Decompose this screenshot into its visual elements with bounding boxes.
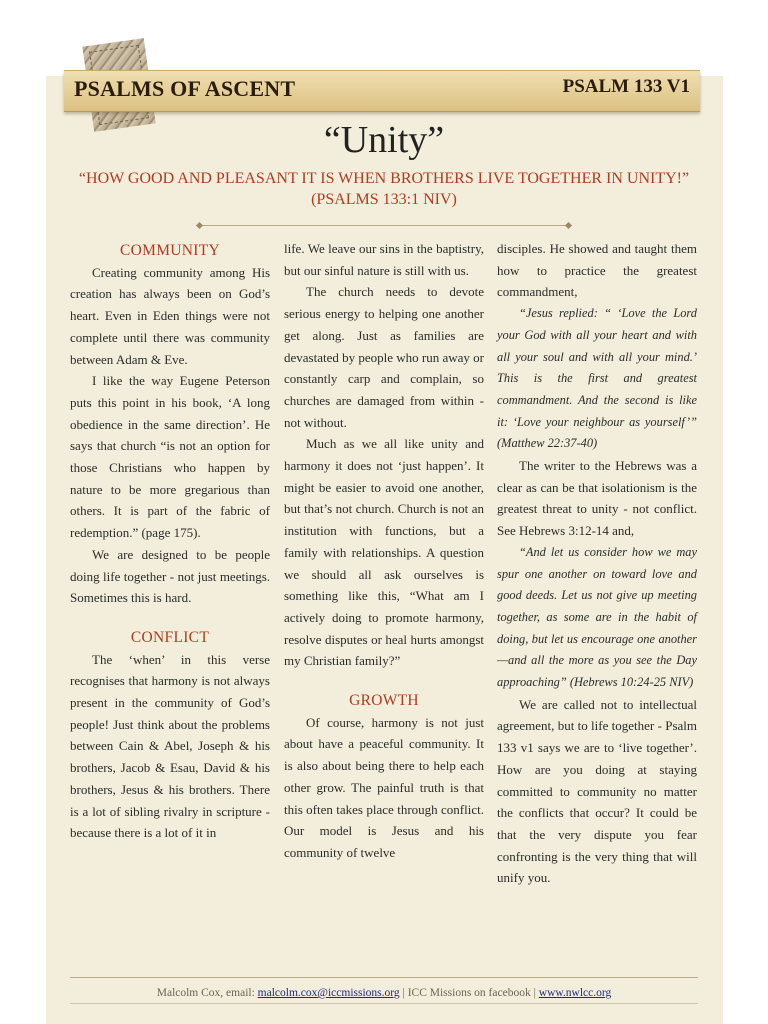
community-paragraph-3: We are designed to be people doing life together - not just meetings. Sometimes this is hard. xyxy=(70,546,270,606)
growth-paragraph-1: Of course, harmony is not just about have a peaceful community. It is also about being there to help each other grow. The painful truth is that this often takes place through conflict. Our model is Jesus and his community of twelve xyxy=(284,714,484,860)
heading-growth: GROWTH xyxy=(349,692,419,710)
community-paragraph-1: Creating community among His creation has always been on God’s heart. Even in Eden things were not complete until there was community between Adam & Eve. xyxy=(70,264,270,367)
website-link[interactable]: www.nwlcc.org xyxy=(538,987,612,999)
matthew-quote: “Jesus replied: “ ‘Love the Lord your God with all your heart and with all your soul and with all your mind.’ This is the first and greatest commandment. And the second is like it: ‘Love your neighbour as yourself’” (Matthew 22:37-40) xyxy=(497,306,697,451)
header-banner xyxy=(64,70,700,112)
facebook-text: ICC Missions on facebook xyxy=(407,987,531,999)
footer-divider-bottom xyxy=(70,1003,698,1004)
column2-paragraph-1: life. We leave our sins in the baptistry, but our sinful nature is still with us. xyxy=(284,241,484,278)
title-divider xyxy=(200,225,568,226)
footer-prefix: Malcolm Cox, email: xyxy=(156,987,255,999)
footer xyxy=(0,987,768,999)
footer-separator: | xyxy=(533,987,536,999)
column-2 xyxy=(284,238,484,864)
subtitle xyxy=(56,168,712,210)
community-paragraph-2: I like the way Eugene Peterson puts this point in his book, ‘A long obedience in the same direction’. He says that church “is not an option for those Christians who happen by nature to be more gregarious than others. It is part of the fabric of redemption.” (page 175). xyxy=(70,373,270,541)
page-title: “Unity” xyxy=(323,119,445,161)
column3-paragraph-3: We are called not to intellectual agreement, but to life together - Psalm 133 v1 says we are to ‘live together’. How are you doing at staying committed to community no matter the conflicts that occur? It could be that the very dispute you fear confronting is the very thing that will unify you. xyxy=(497,696,697,886)
column-1 xyxy=(70,238,270,844)
hebrews-quote: “And let us consider how we may spur one another on toward love and good deeds. Let us not give up meeting together, as some are in the habit of doing, but let us encourage one another—and all the more as you see the Day approaching” (Hebrews 10:24-25 NIV) xyxy=(497,544,697,690)
column2-paragraph-3: Much as we all like unity and harmony it does not ‘just happen’. It might be easier to avoid one another, but that’s not church. Church is not an institution with functions, but a family with relationships. A question we should all ask ourselves is something like this, “What am I actively doing to promote harmony, resolve disputes or heal hurts amongst my Christian family?” xyxy=(284,436,484,669)
subtitle-quote: “HOW GOOD AND PLEASANT IT IS WHEN BROTHERS LIVE TOGETHER IN UNITY!” xyxy=(78,170,690,187)
footer-divider-top xyxy=(70,977,698,978)
column3-paragraph-1: disciples. He showed and taught them how to practice the greatest commandment, xyxy=(497,241,697,300)
column3-paragraph-2: The writer to the Hebrews was a clear as can be that isolationism is the greatest threat to unity - not conflict. See Hebrews 3:12-14 and, xyxy=(497,458,697,539)
heading-conflict: CONFLICT xyxy=(130,628,210,646)
email-link[interactable]: malcolm.cox@iccmissions.org xyxy=(257,987,400,999)
series-title: PSALMS OF ASCENT xyxy=(74,76,296,101)
heading-community: COMMUNITY xyxy=(119,242,220,259)
psalm-reference: PSALM 133 V1 xyxy=(562,76,690,97)
subtitle-reference: (PSALMS 133:1 NIV) xyxy=(311,191,457,208)
column2-paragraph-2: The church needs to devote serious energy to helping one another get along. Just as families are devastated by people who run away or constantly carp and complain, so churches are damaged from within - not without. xyxy=(284,284,484,430)
conflict-paragraph-1: The ‘when’ in this verse recognises that harmony is not always present in the community of God’s people! Just think about the problems between Cain & Abel, Joseph & his brothers, Jacob & Esau, David & his brothers, Jesus & his brothers. There is a lot of sibling rivalry in scripture - because there is a lot of it in xyxy=(70,651,270,841)
column-3 xyxy=(497,238,697,889)
footer-separator: | xyxy=(402,987,405,999)
